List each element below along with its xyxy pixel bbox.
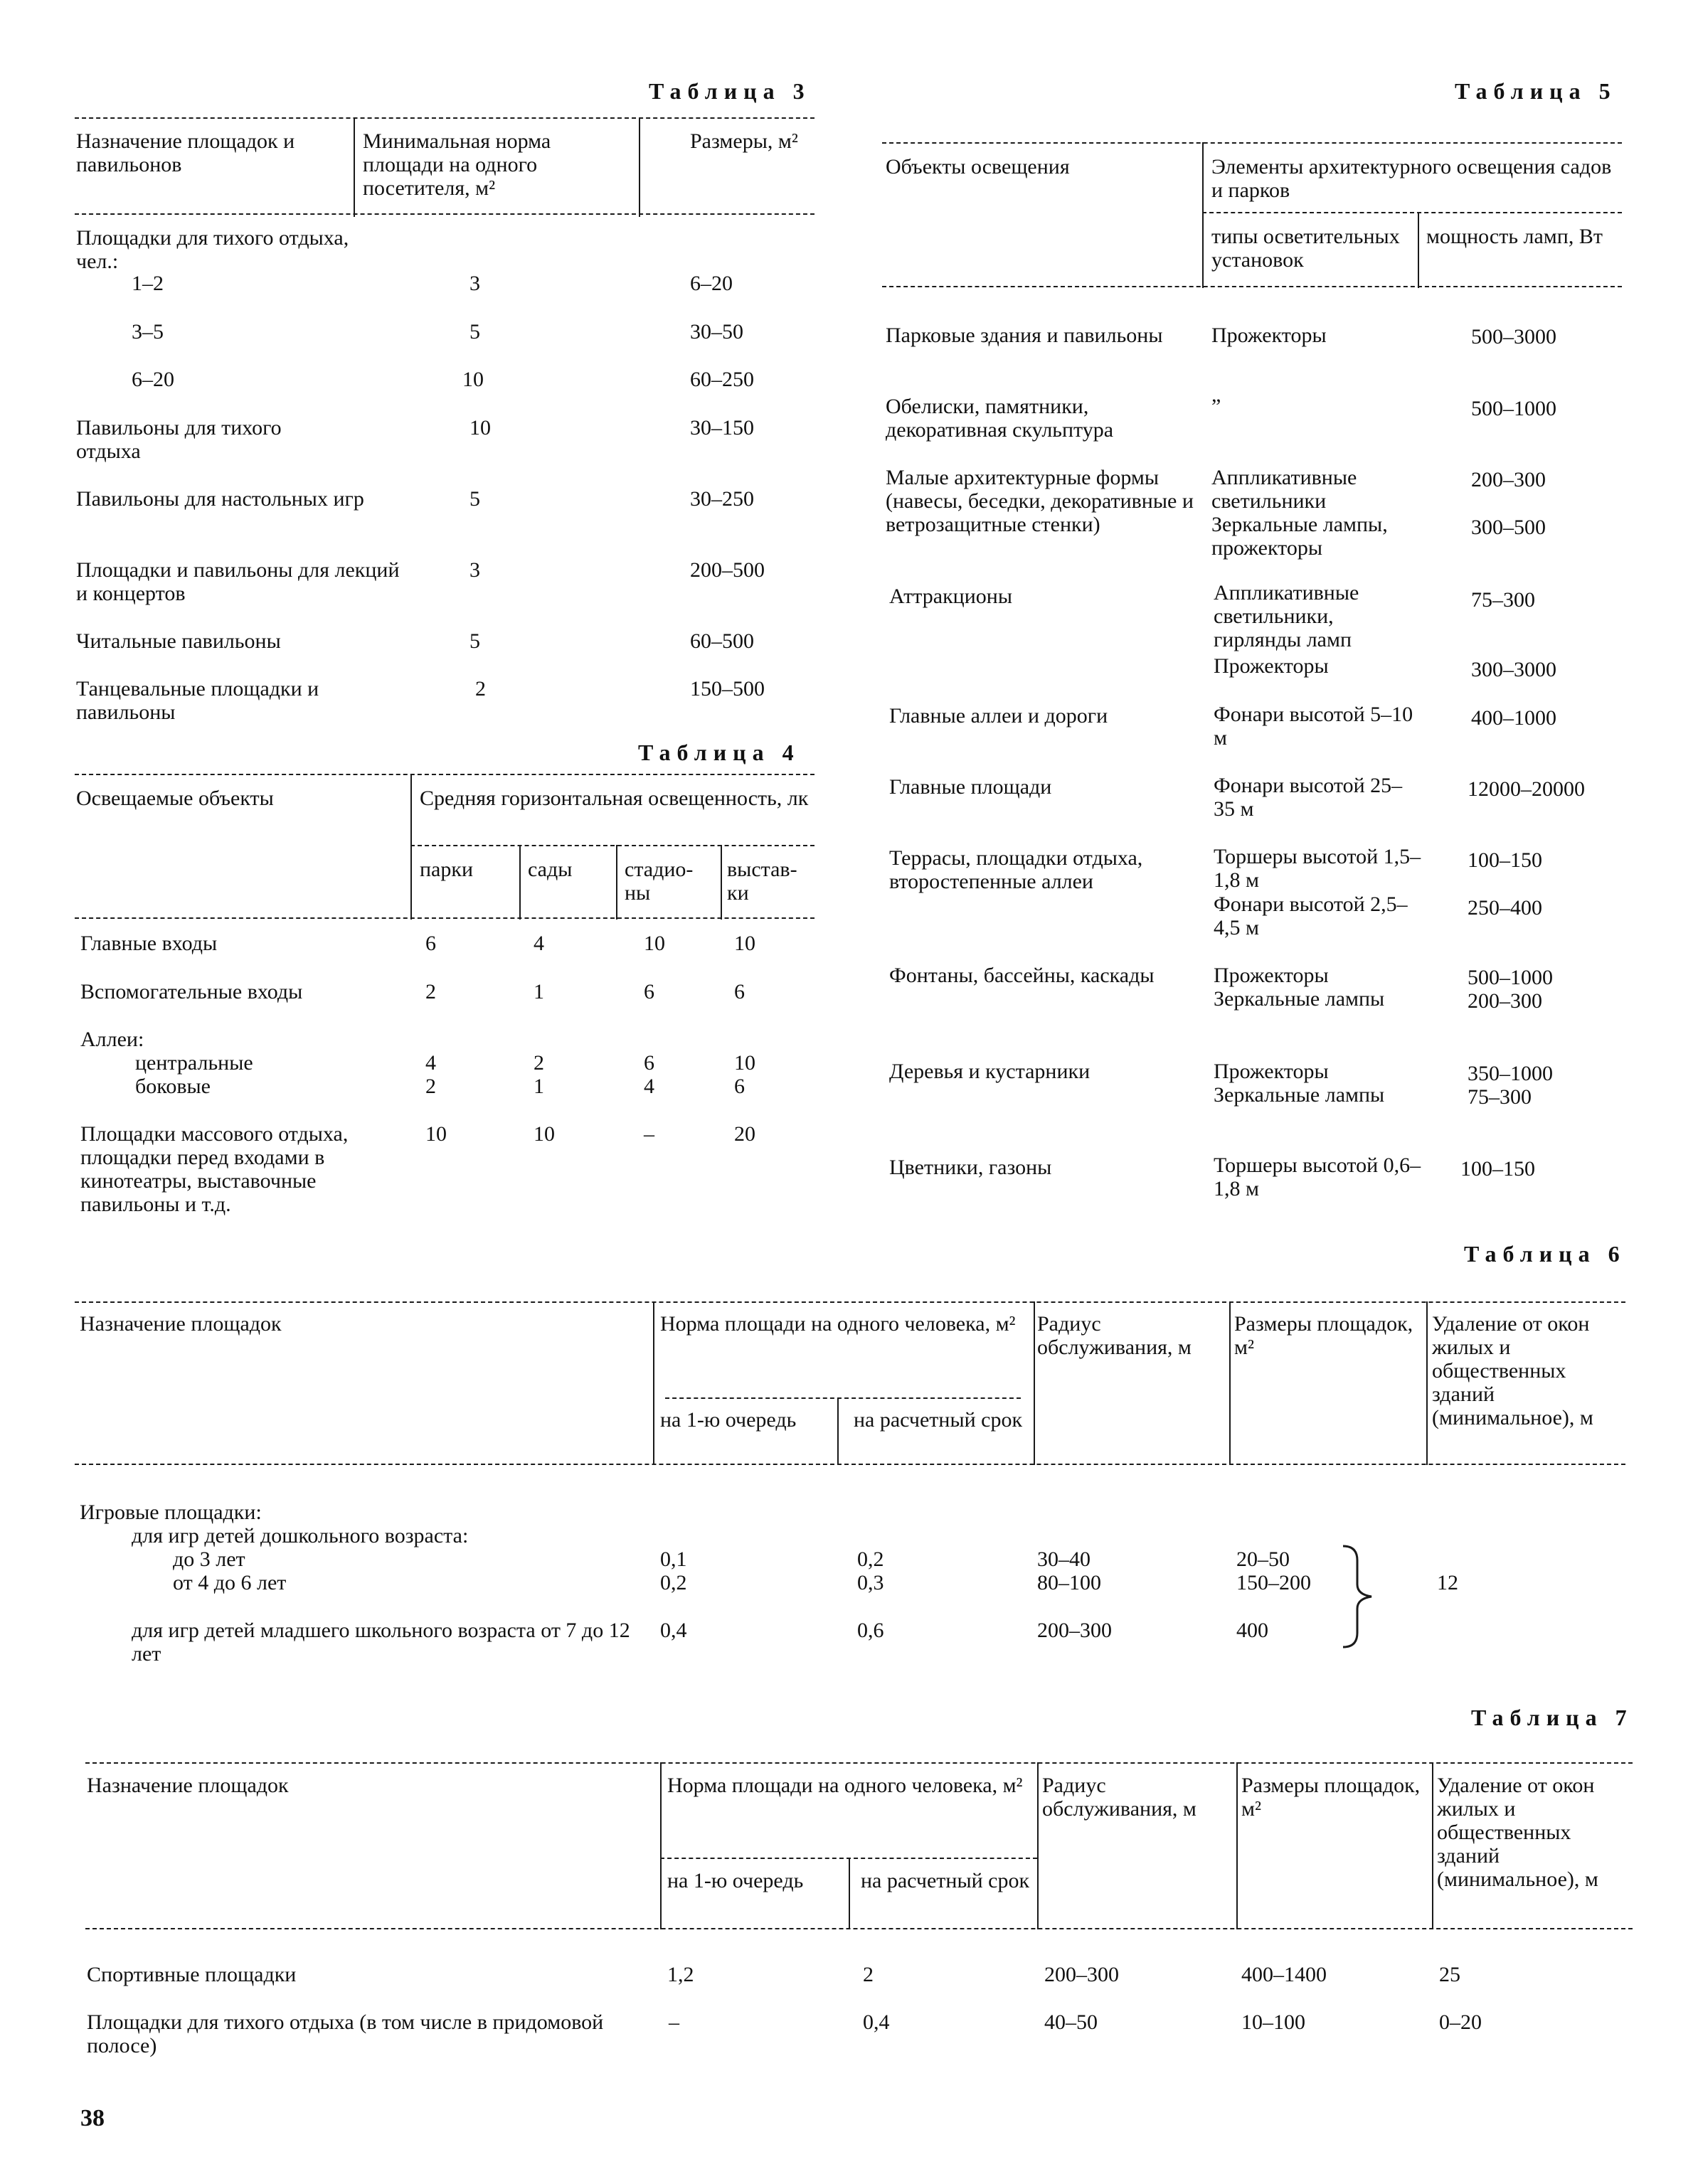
t4-val-gardens: 1: [534, 980, 544, 1003]
t5-row-power: 75–300: [1471, 588, 1535, 612]
t3-row-name: Читальные павильоны: [76, 629, 281, 653]
t4-val-gardens: 1: [534, 1075, 544, 1098]
t6-dist-value: 12: [1437, 1571, 1458, 1594]
t7-row-first: –: [669, 2010, 679, 2034]
rule: [75, 1301, 1625, 1303]
t3-row-norm: 2: [475, 677, 486, 701]
t4-val-expo: 10: [734, 932, 755, 955]
t7-row-radius: 40–50: [1044, 2010, 1098, 2034]
t6-row-size: 150–200: [1236, 1571, 1311, 1594]
t6-header-norm: Норма площади на одного человека, м²: [660, 1312, 1016, 1336]
t5-row-type: Аппликативные светильники, гирлянды ламп: [1214, 581, 1359, 651]
col-divider: [354, 117, 355, 217]
t3-row-size: 30–150: [690, 416, 754, 440]
t5-row-type: Прожекторы Зеркальные лампы: [1214, 964, 1385, 1011]
col-divider: [616, 845, 617, 920]
t3-row-name: Танцевальные площадки и павильоны: [76, 677, 319, 724]
t4-val-stadiums: 4: [644, 1075, 654, 1098]
t4-sub-stadiums: стадио-ны: [625, 858, 694, 905]
t3-row-size: 60–500: [690, 629, 754, 653]
t5-row-power: 350–1000 75–300: [1468, 1062, 1553, 1109]
right-brace-icon: [1337, 1543, 1380, 1650]
rule: [882, 142, 1622, 144]
t5-row-power: 500–3000: [1471, 325, 1556, 348]
t3-row-size: 6–20: [690, 272, 733, 295]
t6-row-first: 0,1: [660, 1548, 687, 1571]
t4-row-name: Вспомогательные входы: [80, 980, 303, 1003]
t5-row-type: Прожекторы: [1211, 324, 1327, 347]
rule: [75, 1464, 1625, 1465]
t5-row-object: Главные аллеи и дороги: [889, 704, 1108, 728]
t6-row-name: для игр детей младшего школьного возраста от 7 до 12 лет: [132, 1619, 630, 1666]
t4-sub-gardens: сады: [528, 858, 573, 881]
t3-row-norm: 5: [469, 629, 480, 653]
t4-val-parks: 10: [425, 1122, 447, 1146]
t5-row-type: Торшеры высотой 0,6–1,8 м: [1214, 1154, 1421, 1200]
t6-row-calc: 0,2: [857, 1548, 884, 1571]
t6-header-name: Назначение площадок: [80, 1312, 282, 1336]
t6-row-radius: 200–300: [1037, 1619, 1112, 1642]
t3-row-name: 6–20: [132, 368, 174, 391]
t4-val-stadiums: –: [644, 1122, 654, 1146]
t3-row-norm: 10: [462, 368, 484, 391]
t4-val-parks: 4: [425, 1051, 436, 1075]
t4-row-name: боковые: [135, 1075, 211, 1098]
t4-row-name: центральные: [135, 1051, 253, 1075]
page-number: 38: [80, 2105, 105, 2131]
col-divider: [849, 1858, 850, 1929]
t5-row-type: Прожекторы Зеркальные лампы: [1214, 1060, 1385, 1107]
col-divider: [1418, 212, 1419, 288]
t6-row-calc: 0,6: [857, 1619, 884, 1642]
col-divider: [1236, 1762, 1238, 1929]
t3-row-name: Павильоны для настольных игр: [76, 487, 364, 511]
t3-row-size: 150–500: [690, 677, 765, 701]
t7-row-size: 400–1400: [1241, 1963, 1327, 1986]
col-divider: [1202, 142, 1204, 288]
t5-header-types: типы осветительных установок: [1211, 225, 1400, 272]
t5-row-power: 250–400: [1468, 896, 1542, 920]
t3-row-norm: 5: [469, 487, 480, 511]
t5-row-object: Террасы, площадки отдыха, второстепенные аллеи: [889, 846, 1143, 893]
t3-header-norm: Минимальная норма площади на одного посетителя, м²: [363, 129, 551, 200]
t4-val-expo: 10: [734, 1051, 755, 1075]
t7-row-name: Площадки для тихого отдыха (в том числе в придомовой полосе): [87, 2010, 604, 2057]
t3-row-norm: 3: [469, 272, 480, 295]
t5-row-object: Парковые здания и павильоны: [886, 324, 1163, 347]
t6-header-first: на 1-ю очередь: [660, 1408, 797, 1432]
t3-row-norm: 5: [469, 320, 480, 343]
t5-row-power: 100–150: [1468, 848, 1542, 872]
t4-val-expo: 20: [734, 1122, 755, 1146]
t6-row-first: 0,2: [660, 1571, 687, 1594]
col-divider: [1034, 1301, 1035, 1465]
table6-caption: Таблица 6: [1464, 1241, 1626, 1267]
t7-header-radius: Радиус обслуживания, м: [1042, 1774, 1196, 1821]
t3-header-size: Размеры, м²: [690, 129, 798, 153]
t4-header-avg: Средняя горизонтальная освещенность, лк: [420, 787, 809, 810]
t3-row-size: 200–500: [690, 558, 765, 582]
t5-row-object: Цветники, газоны: [889, 1156, 1052, 1179]
t6-header-size: Размеры площадок, м²: [1234, 1312, 1413, 1359]
t6-row-calc: 0,3: [857, 1571, 884, 1594]
t7-row-first: 1,2: [667, 1963, 694, 1986]
t7-row-radius: 200–300: [1044, 1963, 1119, 1986]
t4-val-stadiums: 6: [644, 1051, 654, 1075]
t4-val-stadiums: 10: [644, 932, 665, 955]
t4-val-gardens: 2: [534, 1051, 544, 1075]
col-divider: [519, 845, 521, 920]
t5-row-power: 200–300: [1471, 468, 1546, 491]
col-divider: [639, 117, 640, 217]
t7-row-name: Спортивные площадки: [87, 1963, 297, 1986]
t4-header-objects: Освещаемые объекты: [76, 787, 274, 810]
table3-caption: Таблица 3: [649, 78, 811, 104]
t6-row-size: 20–50: [1236, 1548, 1290, 1571]
col-divider: [653, 1301, 654, 1465]
rule: [85, 1762, 1633, 1764]
t5-row-object: Фонтаны, бассейны, каскады: [889, 964, 1155, 987]
t5-row-object: Главные площади: [889, 775, 1052, 799]
t5-header-elements: Элементы архитектурного освещения садов и парков: [1211, 155, 1612, 202]
rule: [75, 774, 814, 775]
t7-header-calc: на расчетный срок: [861, 1869, 1030, 1892]
col-divider: [837, 1397, 839, 1465]
t5-header-objects: Объекты освещения: [886, 155, 1070, 179]
table7-caption: Таблица 7: [1471, 1705, 1633, 1730]
col-divider: [1229, 1301, 1231, 1465]
table5-caption: Таблица 5: [1455, 78, 1617, 104]
t7-row-calc: 0,4: [863, 2010, 890, 2034]
t3-row-name: 3–5: [132, 320, 164, 343]
rule: [1202, 212, 1622, 213]
t5-row-type: ”: [1211, 395, 1221, 418]
t5-row-type: Фонари высотой 5–10 м: [1214, 703, 1413, 750]
t4-val-parks: 6: [425, 932, 436, 955]
rule: [410, 845, 814, 846]
t3-row-name: Площадки и павильоны для лекций и концертов: [76, 558, 400, 605]
t6-subgroup-label: для игр детей дошкольного возраста:: [132, 1524, 469, 1548]
t6-header-radius: Радиус обслуживания, м: [1037, 1312, 1192, 1359]
t5-row-power: 300–500: [1471, 516, 1546, 539]
t5-row-object: Аттракционы: [889, 585, 1012, 608]
table4-caption: Таблица 4: [638, 740, 800, 765]
t5-row-type: Аппликативные светильники: [1211, 466, 1357, 513]
t5-row-power: 12000–20000: [1468, 777, 1585, 801]
t4-val-stadiums: 6: [644, 980, 654, 1003]
t6-row-name: до 3 лет: [173, 1548, 245, 1571]
t5-row-object: Обелиски, памятники, декоративная скульптура: [886, 395, 1114, 442]
t5-row-power: 300–3000: [1471, 658, 1556, 681]
col-divider: [721, 845, 722, 920]
col-divider: [1037, 1762, 1039, 1929]
t5-row-object: Малые архитектурные формы (навесы, беседки, декоративные и ветрозащитные стенки): [886, 466, 1194, 536]
t7-header-size: Размеры площадок, м²: [1241, 1774, 1421, 1821]
t4-sub-parks: парки: [420, 858, 473, 881]
t4-row-name: Площадки массового отдыха, площадки перед входами в кинотеатры, выставочные павильоны и т.д.: [80, 1122, 349, 1216]
t3-row-norm: 10: [469, 416, 491, 440]
rule: [75, 917, 814, 919]
t6-header-calc: на расчетный срок: [854, 1408, 1023, 1432]
col-divider: [1426, 1301, 1428, 1465]
rule: [75, 213, 814, 215]
t3-row-size: 30–250: [690, 487, 754, 511]
t5-row-type: Торшеры высотой 1,5–1,8 м: [1214, 845, 1421, 892]
col-divider: [410, 774, 412, 920]
t5-row-type: Фонари высотой 2,5–4,5 м: [1214, 893, 1408, 939]
t5-row-type: Прожекторы: [1214, 654, 1329, 678]
t6-row-radius: 30–40: [1037, 1548, 1091, 1571]
t6-group-label: Игровые площадки:: [80, 1501, 262, 1524]
t3-group-label: Площадки для тихого отдыха, чел.:: [76, 226, 349, 273]
t3-row-name: Павильоны для тихого отдыха: [76, 416, 282, 463]
t7-header-norm: Норма площади на одного человека, м²: [667, 1774, 1023, 1797]
t4-sub-expo: выстав-ки: [727, 858, 797, 905]
t6-header-dist: Удаление от окон жилых и общественных зданий (минимальное), м: [1432, 1312, 1593, 1429]
t3-header-name: Назначение площадок и павильонов: [76, 129, 295, 176]
t6-row-name: от 4 до 6 лет: [173, 1571, 287, 1594]
t5-header-power: мощность ламп, Вт: [1426, 225, 1603, 248]
t4-val-expo: 6: [734, 1075, 745, 1098]
t4-row-name: Главные входы: [80, 932, 218, 955]
t5-row-power: 500–1000: [1471, 397, 1556, 420]
rule: [882, 286, 1622, 287]
t6-row-size: 400: [1236, 1619, 1268, 1642]
t4-val-gardens: 10: [534, 1122, 555, 1146]
rule: [85, 1928, 1633, 1929]
rule: [665, 1397, 1021, 1399]
t7-header-name: Назначение площадок: [87, 1774, 289, 1797]
t4-alley-group: Аллеи:: [80, 1028, 144, 1051]
t4-val-parks: 2: [425, 1075, 436, 1098]
rule: [75, 117, 814, 119]
t6-row-radius: 80–100: [1037, 1571, 1101, 1594]
t5-row-power: 400–1000: [1471, 706, 1556, 730]
t5-row-type: Зеркальные лампы, прожекторы: [1211, 513, 1388, 560]
t7-row-calc: 2: [863, 1963, 874, 1986]
col-divider: [1432, 1762, 1433, 1929]
t5-row-object: Деревья и кустарники: [889, 1060, 1091, 1083]
t7-header-first: на 1-ю очередь: [667, 1869, 804, 1892]
t5-row-type: Фонари высотой 25–35 м: [1214, 774, 1403, 821]
t3-row-name: 1–2: [132, 272, 164, 295]
t3-row-size: 60–250: [690, 368, 754, 391]
t7-row-dist: 0–20: [1439, 2010, 1482, 2034]
t7-row-dist: 25: [1439, 1963, 1460, 1986]
t3-row-size: 30–50: [690, 320, 743, 343]
t7-header-dist: Удаление от окон жилых и общественных зданий (минимальное), м: [1437, 1774, 1598, 1891]
t5-row-power: 500–1000 200–300: [1468, 966, 1553, 1013]
t3-row-norm: 3: [469, 558, 480, 582]
t4-val-parks: 2: [425, 980, 436, 1003]
t6-row-first: 0,4: [660, 1619, 687, 1642]
t5-row-power: 100–150: [1460, 1157, 1535, 1181]
col-divider: [660, 1762, 662, 1929]
t7-row-size: 10–100: [1241, 2010, 1305, 2034]
t4-val-expo: 6: [734, 980, 745, 1003]
t4-val-gardens: 4: [534, 932, 544, 955]
